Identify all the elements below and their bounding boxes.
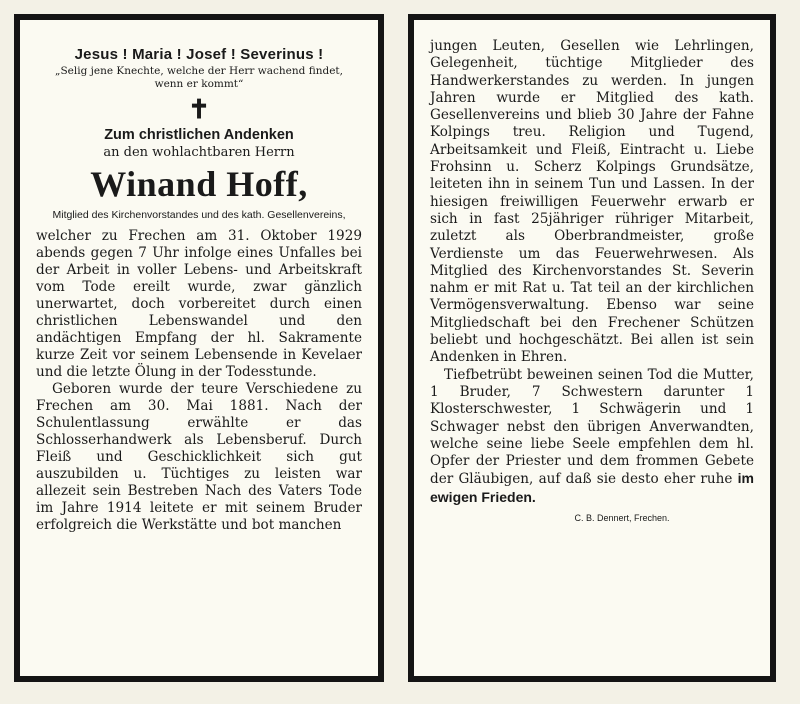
- left-card-panel: [14, 14, 384, 682]
- membership-line: Mitglied des Kirchenvorstandes und des kath. Gesellenvereins,: [52, 209, 346, 221]
- left-paragraph-2: Geboren wurde der teure Verschiedene zu Frechen am 30. Mai 1881. Nach der Schulentlassung erwählte er das Schlosserhandwerk als Lebensberuf. Durch Fleiß und Geschicklichkeit sich gut auszubilden u. Tüchtiges zu leisten war allezeit sein Bestreben Nach des Vaters Tode im Jahre 1914 leitete er mit seinem Bruder erfolgreich die Werkstätte und bot manchen: [36, 381, 362, 533]
- cross-icon: ✝: [188, 95, 210, 125]
- right-paragraph-1: jungen Leuten, Gesellen wie Lehrlingen, Gelegenheit, tüchtige Mitglieder des Handwerkerstandes zu werden. In jungen Jahren wurde er Mitglied des kath. Gesellenvereins und blieb 30 Jahre der Fahne Kolpings treu. Religion und Tugend, Arbeitsamkeit und Fleiß, Eintracht u. Liebe Frohsinn u. Scherz Kolpings Grundsätze, leiteten ihn in seinem Tun und Lassen. In der hiesigen freiwilligen Feuerwehr erwarb er sich in fast 25jähriger rühriger Mitarbeit, zuletzt als Oberbrandmeister, große Verdienste um das Feuerwehrwesen. Als Mitglied des Kirchenvorstandes St. Severin nahm er mit Rat u. Tat teil an der kirchlichen Vermögensverwaltung. Ebenso war seine Mitgliedschaft bei den Frechener Schützen beliebt und hochgeschätzt. Bei allen ist sein Andenken in Ehren.: [430, 38, 754, 366]
- left-paragraph-1: welcher zu Frechen am 31. Oktober 1929 abends gegen 7 Uhr infolge eines Unfalles bei der Arbeit in voller Lebens- und Arbeitskraft vom Tode ereilt wurde, zwar gänzlich unerwartet, doch vorbereitet durch einen christlichen Lebenswandel und den andächtigen Empfang der hl. Sakramente kurze Zeit vor seinem Lebensende in Kevelaer und die letzte Ölung in der Todesstunde.: [36, 228, 362, 380]
- closing-phrase: im ewigen Frieden.: [430, 470, 754, 505]
- printer-imprint: C. B. Dennert, Frechen.: [574, 513, 670, 524]
- right-paragraph-2-text: Tiefbetrübt beweinen seinen Tod die Mutter, 1 Bruder, 7 Schwestern darunter 1 Klosterschwester, 1 Schwägerin und 1 Schwager nebst den übrigen Anverwandten, welche seine liebe Seele empfehlen dem hl. Opfer der Priester und dem frommen Gebete der Gläubigen, auf daß sie desto eher ruhe: [430, 366, 754, 488]
- invocation-heading: Jesus ! Maria ! Josef ! Severinus !: [74, 46, 324, 63]
- salutation: an den wohlachtbaren Herrn: [103, 145, 295, 160]
- left-body: [36, 228, 362, 534]
- right-paragraph-2: [430, 367, 754, 507]
- right-body: [430, 38, 754, 507]
- right-card-panel: [408, 14, 776, 682]
- bible-quote: „Selig jene Knechte, welche der Herr wachend findet, wenn er kommt“: [55, 65, 343, 90]
- deceased-name: Winand Hoff,: [90, 164, 308, 204]
- memorial-heading: Zum christlichen Andenken: [104, 127, 294, 143]
